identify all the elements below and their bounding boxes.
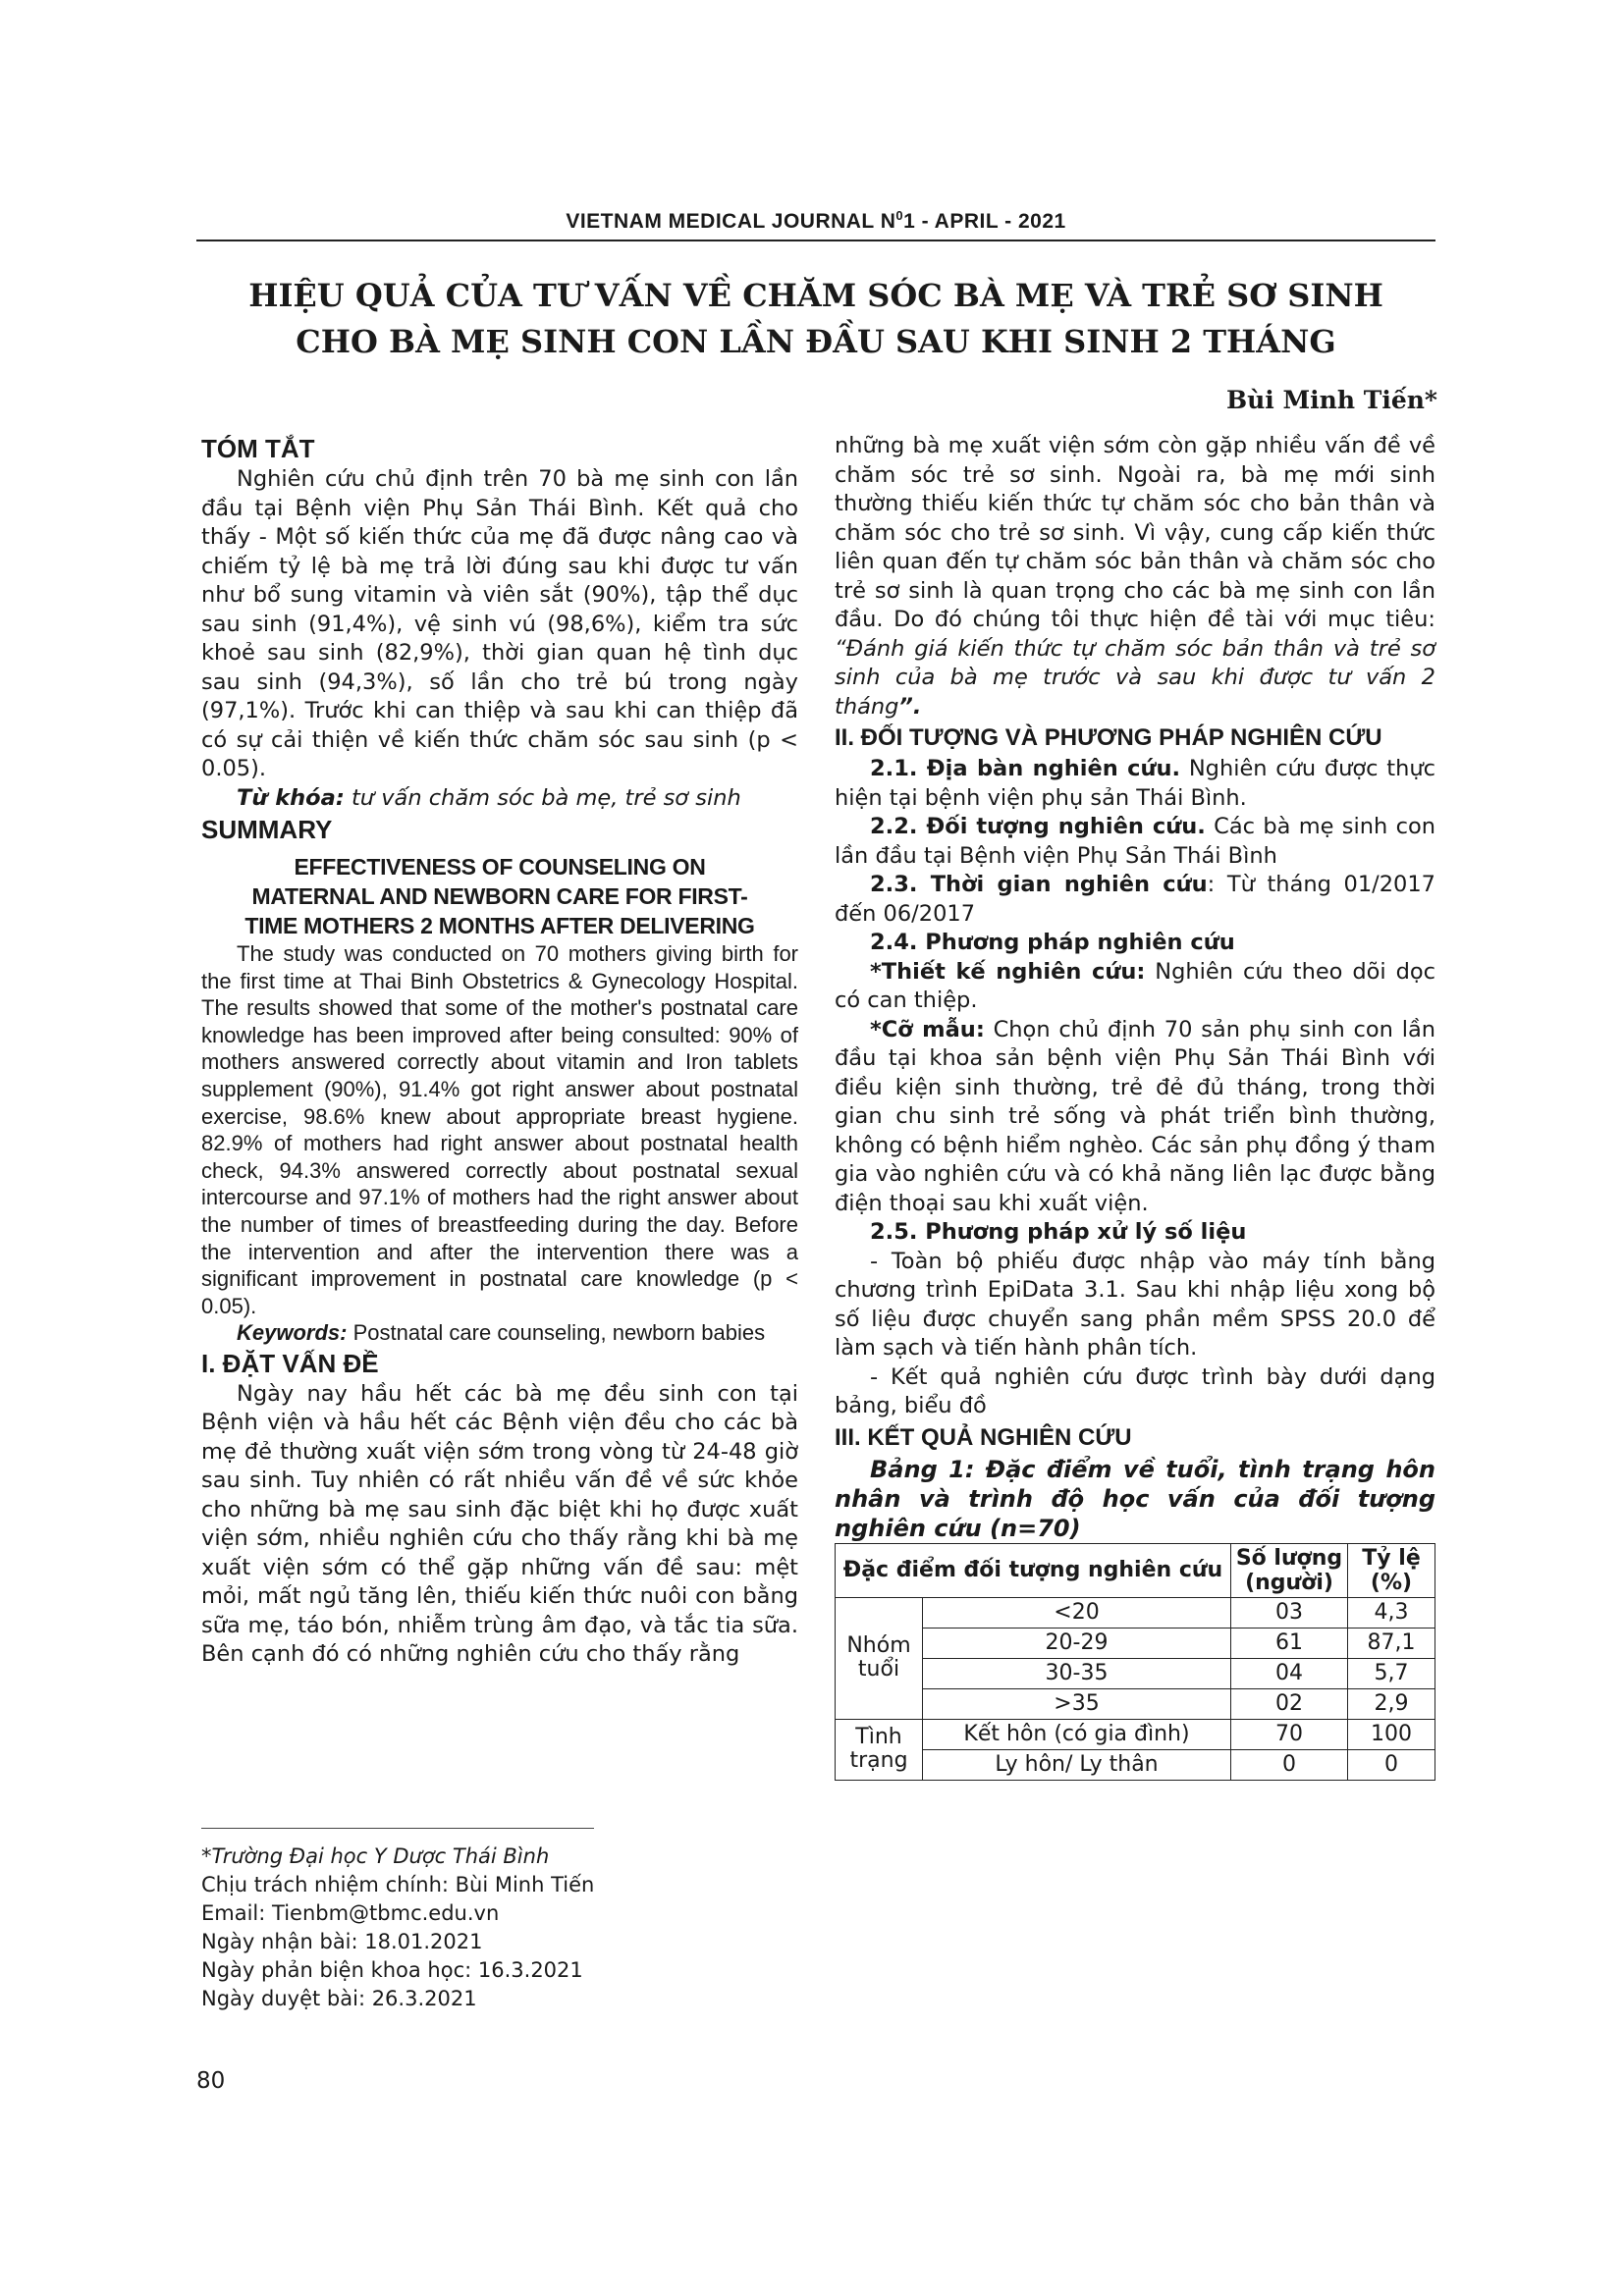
keywords-label: Từ khóa: xyxy=(237,784,345,811)
table-1 xyxy=(835,1543,1435,1781)
footnote-line: Ngày phản biện khoa học: 16.3.2021 xyxy=(201,1958,583,1982)
data-processing-1: - Toàn bộ phiếu được nhập vào máy tính bằng chương trình EpiData 3.1. Sau khi nhập liệu xong bộ số liệu được chuyển sang phần mềm SPSS 20.0 để làm sạch và tiến hành phân tích. xyxy=(835,1248,1435,1361)
footnote-email: Email: Tienbm@tbmc.edu.vn xyxy=(201,1901,500,1925)
section2-2: 2.2. Đối tượng nghiên cứu. Các bà mẹ sinh con lần đầu tại Bệnh viện Phụ Sản Thái Bình xyxy=(835,814,1435,869)
right-column xyxy=(835,432,1435,1781)
section2-4-heading: 2.4. Phương pháp nghiên cứu xyxy=(870,930,1235,955)
section1-body-left: Ngày nay hầu hết các bà mẹ đều sinh con tại Bệnh viện và hầu hết các Bệnh viện đều cho các bà mẹ đẻ thường xuất viện sớm trong vòng từ 24-48 giờ sau sinh. Tuy nhiên có rất nhiều vấn đề về sức khỏe cho những bà mẹ sau sinh đặc biệt khi họ được xuất viện sớm, nhiều nghiên cứu cho thấy rằng khi bà mẹ xuất viện sớm có thể gặp những vấn đề sau: mệt mỏi, mất ngủ tăng lên, thiếu kiến thức nuôi con bằng sữa mẹ, táo bón, nhiễm trùng âm đạo, và tắc tia sữa. Bên cạnh đó có những nghiên cứu cho thấy rằng xyxy=(201,1380,798,1668)
col-rate: Tỷ lệ (%) xyxy=(1348,1543,1435,1597)
footnote-line: Ngày duyệt bài: 26.3.2021 xyxy=(201,1987,477,2010)
summary-keywords xyxy=(201,1319,798,1347)
footnote-line: Ngày nhận bài: 18.01.2021 xyxy=(201,1930,483,1953)
group-age-cell: Nhóm tuổi xyxy=(836,1597,923,1719)
page-number: 80 xyxy=(196,2068,226,2094)
footnotes xyxy=(201,1828,798,2013)
left-column xyxy=(201,432,798,1670)
summary-body: The study was conducted on 70 mothers giving birth for the first time at Thai Binh Obstetrics & Gynecology Hospital. The results showed that some of the mother's postnatal care knowledge has been improved after being consulted: 90% of mothers answered correctly about vitamin and Iron tablets supplement (90%), 91.4% got right answer about postnatal exercise, 98.6% knew about appropriate breast hygiene. 82.9% of mothers had right answer about postnatal health check, 94.3% answered correctly about postnatal sexual intercourse and 97.1% of mothers had the right answer about the number of times of breastfeeding during the day. Before the intervention and after the intervention there was a significant improvement in postnatal care knowledge (p < 0.05). xyxy=(201,941,798,1318)
table-row: Ly hôn/ Ly thân 0 0 xyxy=(836,1749,1435,1780)
header-rule xyxy=(196,240,1435,241)
footnote-rule xyxy=(201,1828,594,1829)
study-objective: “Đánh giá kiến thức tự chăm sóc bản thân và trẻ sơ sinh của bà mẹ trước và sau khi được tư vấn 2 tháng xyxy=(835,635,1435,720)
table-row: 20-29 61 87,1 xyxy=(836,1628,1435,1658)
summary-title: EFFECTIVENESS OF COUNSELING ON MATERNAL AND NEWBORN CARE FOR FIRST- TIME MOTHERS 2 MONTHS AFTER DELIVERING xyxy=(244,854,755,938)
table-row: >35 02 2,9 xyxy=(836,1688,1435,1719)
table-caption: Bảng 1: Đặc điểm về tuổi, tình trạng hôn nhân và trình độ học vấn của đối tượng nghiên cứu (n=70) xyxy=(835,1455,1435,1542)
summary-heading: SUMMARY xyxy=(201,815,333,844)
title-line: HIỆU QUẢ CỦA TƯ VẤN VỀ CHĂM SÓC BÀ MẸ VÀ TRẺ SƠ SINH xyxy=(248,277,1383,314)
summary-body-wrap xyxy=(201,940,798,1347)
summary-keywords-text: Postnatal care counseling, newborn babies xyxy=(347,1320,766,1346)
keywords-text: tư vấn chăm sóc bà mẹ, trẻ sơ sinh xyxy=(344,784,741,811)
section2-3: 2.3. Thời gian nghiên cứu: Từ tháng 01/2017 đến 06/2017 xyxy=(835,872,1435,927)
abstract-body: Nghiên cứu chủ định trên 70 bà mẹ sinh con lần đầu tại Bệnh viện Phụ Sản Thái Bình. Kết quả cho thấy - Một số kiến thức của mẹ đã được nâng cao và chiếm tỷ lệ bà mẹ trả lời đúng sau khi được tư vấn như bổ sung vitamin và viên sắt (90%), tập thể dục sau sinh (91,4%), vệ sinh vú (98,6%), kiểm tra sức khoẻ sau sinh (82,9%), thời gian quan hệ tình dục sau sinh (94,3%), số lần cho trẻ bú trong ngày (97,1%). Trước khi can thiệp và sau khi can thiệp đã có sự cải thiện về kiến thức chăm sóc sau sinh (p < 0.05). xyxy=(201,466,798,781)
title-line: CHO BÀ MẸ SINH CON LẦN ĐẦU SAU KHI SINH 2 THÁNG xyxy=(296,323,1336,360)
group-status-cell: Tình trạng xyxy=(836,1719,923,1780)
table-row: Tình trạng Kết hôn (có gia đình) 70 100 xyxy=(836,1719,1435,1749)
abstract-heading: TÓM TẮT xyxy=(201,434,315,463)
table-header-row xyxy=(836,1543,1435,1597)
sample-size: *Cỡ mẫu: Chọn chủ định 70 sản phụ sinh con lần đầu tại khoa sản bệnh viện Phụ Sản Thái Bình với điều kiện sinh thường, trẻ đẻ đủ tháng, trong thời gian chu sinh trẻ sống và phát triển bình thường, không có bệnh hiểm nghèo. Các sản phụ đồng ý tham gia vào nghiên cứu và có khả năng liên lạc được bằng điện thoại sau khi xuất viện. xyxy=(835,1016,1435,1216)
section1-body-right: những bà mẹ xuất viện sớm còn gặp nhiều vấn đề về chăm sóc trẻ sơ sinh. Ngoài ra, bà mẹ mới sinh thường thiếu kiến thức tự chăm sóc cho bản thân và chăm sóc cho trẻ sơ sinh. Vì vậy, cung cấp kiến thức liên quan đến tự chăm sóc bản thân và chăm sóc cho trẻ sơ sinh là quan trọng cho các bà mẹ sinh con lần đầu. Do đó chúng tôi thực hiện đề tài với mục tiêu: “Đánh giá kiến thức tự chăm sóc bản thân và trẻ sơ sinh của bà mẹ trước và sau khi được tư vấn 2 tháng”. xyxy=(835,433,1435,720)
abstract-keywords xyxy=(201,784,798,814)
table-row: Nhóm tuổi <20 03 4,3 xyxy=(836,1597,1435,1628)
running-header: VIETNAM MEDICAL JOURNAL $N^01$ - APRIL - 2021 xyxy=(566,208,1066,233)
section2-5-heading: 2.5. Phương pháp xử lý số liệu xyxy=(870,1219,1247,1245)
footnote-affiliation: *Trường Đại học Y Dược Thái Bình xyxy=(201,1844,550,1868)
section1-heading: I. ĐẶT VẤN ĐỀ xyxy=(201,1348,379,1378)
author-name: Bùi Minh Tiến* xyxy=(1226,386,1437,414)
footnote-line: Chịu trách nhiệm chính: Bùi Minh Tiến xyxy=(201,1873,595,1896)
col-count: Số lượng (người) xyxy=(1231,1543,1348,1597)
summary-keywords-label: Keywords: xyxy=(237,1320,348,1346)
data-processing-2: - Kết quả nghiên cứu được trình bày dưới dạng bảng, biểu đồ xyxy=(835,1363,1435,1418)
section3-heading: III. KẾT QUẢ NGHIÊN CỨU xyxy=(835,1423,1132,1451)
section2-1: 2.1. Địa bàn nghiên cứu. Nghiên cứu được thực hiện tại bệnh viện phụ sản Thái Bình. xyxy=(835,756,1435,811)
study-design: *Thiết kế nghiên cứu: Nghiên cứu theo dõi dọc có can thiệp. xyxy=(835,958,1435,1013)
section2-heading: II. ĐỐI TƯỢNG VÀ PHƯƠNG PHÁP NGHIÊN CỨU xyxy=(835,724,1382,751)
article-title xyxy=(196,273,1435,365)
col-characteristic: Đặc điểm đối tượng nghiên cứu xyxy=(836,1543,1231,1597)
table-row: 30-35 04 5,7 xyxy=(836,1658,1435,1688)
